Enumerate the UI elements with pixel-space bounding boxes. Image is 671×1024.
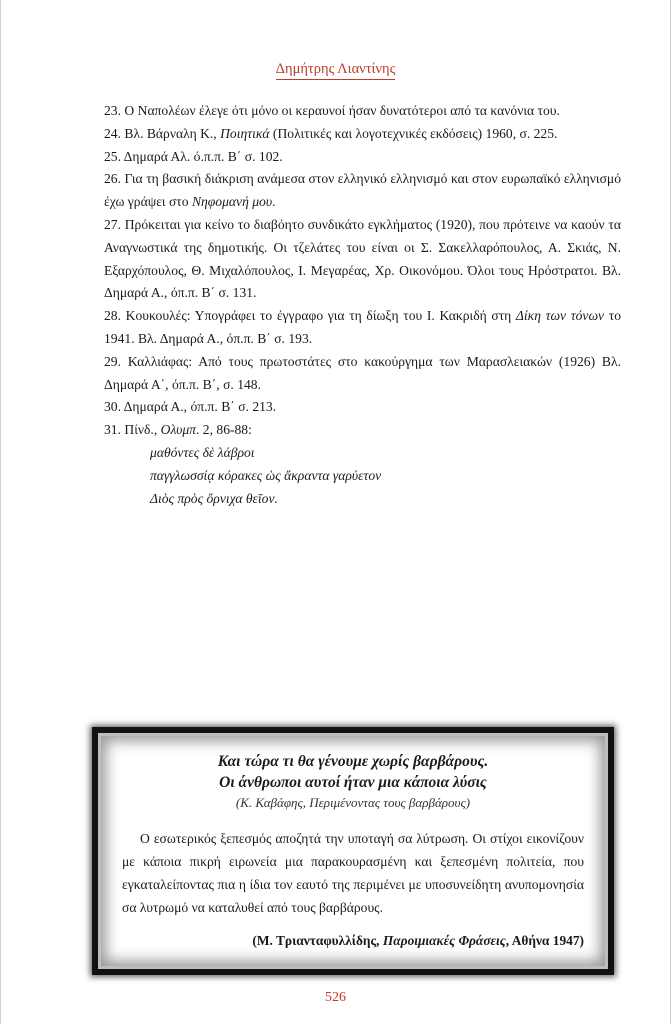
note-26 bbox=[104, 168, 621, 214]
quote-source: (Κ. Καβάφης, Περιμένοντας τους βαρβάρους) bbox=[235, 795, 471, 810]
note-number: 24. bbox=[104, 125, 121, 141]
note-23 bbox=[104, 100, 621, 123]
note-text: Δημαρά Α., όπ.π. Β΄ σ. 213. bbox=[123, 399, 277, 415]
citation-text: , Αθήνα 1947) bbox=[505, 933, 584, 948]
note-27 bbox=[104, 214, 621, 305]
note-25 bbox=[104, 146, 621, 169]
quote-citation bbox=[122, 933, 584, 949]
note-text: Πίνδ., bbox=[124, 422, 161, 438]
note-number: 23. bbox=[104, 103, 121, 118]
note-number: 30. bbox=[104, 399, 121, 415]
note-text: Κουκουλές: Υπογράφει το έγγραφο για τη δίωξη του Ι. Κακριδή στη bbox=[125, 308, 516, 324]
quote-line-2: Οι άνθρωποι αυτοί ήταν μια κάποια λύσις bbox=[219, 774, 487, 791]
running-header bbox=[0, 58, 671, 78]
running-title: Δημήτρης Λιαντίνης bbox=[276, 61, 396, 80]
note-text: το 1941. Βλ. Δημαρά Α., όπ.π. Β΄ σ. 193. bbox=[104, 308, 621, 346]
note-text: Για τη βασική διάκριση ανάμεσα στον ελληνικό ελληνισμό και στον ευρωπαϊκό ελληνισμό έχω γράψει στο bbox=[104, 171, 621, 210]
note-number: 26. bbox=[104, 171, 121, 187]
quote-frame bbox=[92, 727, 614, 975]
verse-line: Διὸς πρὸς ὄρνιχα θεῖον. bbox=[150, 490, 278, 506]
note-italic: Δίκη των τόνων bbox=[515, 308, 605, 324]
note-24 bbox=[104, 123, 621, 146]
note-italic: Ποιητικά bbox=[220, 125, 270, 141]
verse-line: μαθόντες δὲ λάβροι bbox=[150, 444, 255, 460]
note-29 bbox=[104, 351, 621, 397]
note-italic: Νηφομανή μου bbox=[191, 194, 273, 210]
note-number: 27. bbox=[104, 216, 121, 232]
page-number: 526 bbox=[325, 990, 346, 1005]
quote-box bbox=[98, 733, 608, 969]
citation-title: Παροιμιακές Φράσεις bbox=[382, 933, 506, 948]
note-text: Πρόκειται για κείνο το διαβόητο συνδικάτο εγκλήματος (1920), που πρότεινε να καούν τα Αναγνωστικά της δημοτικής. Οι τζελάτες του είναι οι Σ. Σακελλαρόπουλος, Α. Σκιάς, Ν. Εξαρχόπουλος, Θ. Μιχαλόπουλος, Ι. Μεγαρέας, Χρ. Οικονόμου. Όλοι τους Ηρόστρατοι. Βλ. Δημαρά Α., όπ.π. Β΄ σ. 131. bbox=[104, 216, 621, 301]
note-30 bbox=[104, 396, 621, 419]
endnotes bbox=[104, 100, 621, 510]
quote-line-1: Και τώρα τι θα γένουμε χωρίς βαρβάρους. bbox=[217, 753, 489, 770]
note-text: . 2, 86-88: bbox=[196, 422, 252, 438]
note-number: 31. bbox=[104, 422, 121, 438]
note-31 bbox=[104, 419, 621, 442]
note-text: (Πολιτικές και λογοτεχνικές εκδόσεις) 1960, σ. 225. bbox=[269, 125, 558, 141]
note-number: 29. bbox=[104, 353, 121, 369]
note-number: 28. bbox=[104, 308, 121, 324]
note-number: 25. bbox=[104, 148, 121, 164]
note-text: Δημαρά Αλ. ό.π.π. Β΄ σ. 102. bbox=[123, 148, 283, 164]
note-text: . bbox=[272, 194, 276, 210]
note-28 bbox=[104, 305, 621, 351]
note-text: Ο Ναπολέων έλεγε ότι μόνο οι κεραυνοί ήσαν δυνατότεροι από τα κανόνια του. bbox=[124, 103, 560, 118]
note-text: Καλλιάφας: Από τους πρωτοστάτες στο κακούργημα των Μαρασλειακών (1926) Βλ. Δημαρά Α΄, όπ.π. Β΄, σ. 148. bbox=[104, 353, 621, 392]
note-text: Βλ. Βάρναλη Κ., bbox=[124, 125, 221, 141]
quote-commentary: Ο εσωτερικός ξεπεσμός αποζητά την υποταγή σα λύτρωση. Οι στίχοι εικονίζουν με κάποια πικρή ειρωνεία μια παρακουρασμένη και ξεπεσμένη πολιτεία, που εγκαταλείποντας πια η ίδια τον εαυτό της περιμένει με υποσυνείδητη ανυπομονησία σα λυτρωμό να καταλυθεί από τους βαρβάρους. bbox=[122, 831, 584, 915]
verse-line: παγγλωσσίᾳ κόρακες ὡς ἄκραντα γαρύετον bbox=[150, 467, 382, 483]
note-italic: Ολυμπ bbox=[160, 422, 196, 438]
citation-text: (Μ. Τριανταφυλλίδης, bbox=[252, 933, 383, 948]
